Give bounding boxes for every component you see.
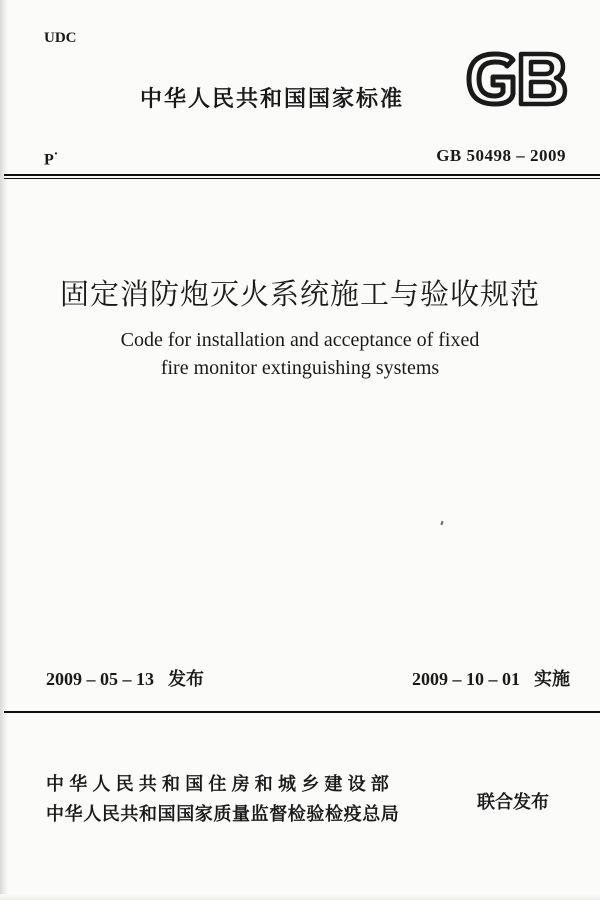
title-english: [0, 326, 600, 382]
title-english-line-1: Code for installation and acceptance of fixed: [120, 329, 480, 351]
effective-date: 2009 – 10 – 01: [412, 669, 520, 689]
gb-logo-g: [469, 54, 513, 104]
scan-edge: [0, 0, 8, 900]
gb-logo: [463, 50, 569, 108]
issue-label: 发布: [168, 669, 204, 690]
effective-date-block: [412, 665, 570, 691]
classification-code-letter: P: [44, 151, 54, 169]
classification-code: [44, 146, 58, 169]
header-rule-thin: [4, 178, 600, 179]
publisher-line-2: 中华人民共和国国家质量监督检验检疫总局: [46, 804, 400, 825]
scan-speck: [440, 521, 443, 525]
title-english-line-2: fire monitor extinguishing systems: [160, 357, 440, 379]
classification-mark: ·: [53, 146, 59, 161]
title-chinese: 固定消防炮灭火系统施工与验收规范: [59, 277, 540, 311]
issue-date: 2009 – 05 – 13: [46, 669, 154, 689]
scan-bottom-edge: [0, 894, 600, 900]
gb-logo-b: [521, 54, 565, 104]
header-rule: [4, 174, 600, 176]
national-standard-heading: 中华人民共和国国家标准: [140, 87, 405, 112]
gb-logo-text: GB: [463, 50, 465, 51]
standard-number: GB 50498 – 2009: [436, 146, 566, 165]
issue-date-block: [46, 665, 204, 691]
effective-label: 实施: [534, 669, 570, 690]
joint-release-label: 联合发布: [477, 792, 549, 813]
publisher-line-1: 中华人民共和国住房和城乡建设部: [46, 774, 394, 795]
udc-label: UDC: [44, 30, 77, 46]
footer-rule: [4, 711, 600, 713]
publishers-block: [46, 770, 399, 830]
